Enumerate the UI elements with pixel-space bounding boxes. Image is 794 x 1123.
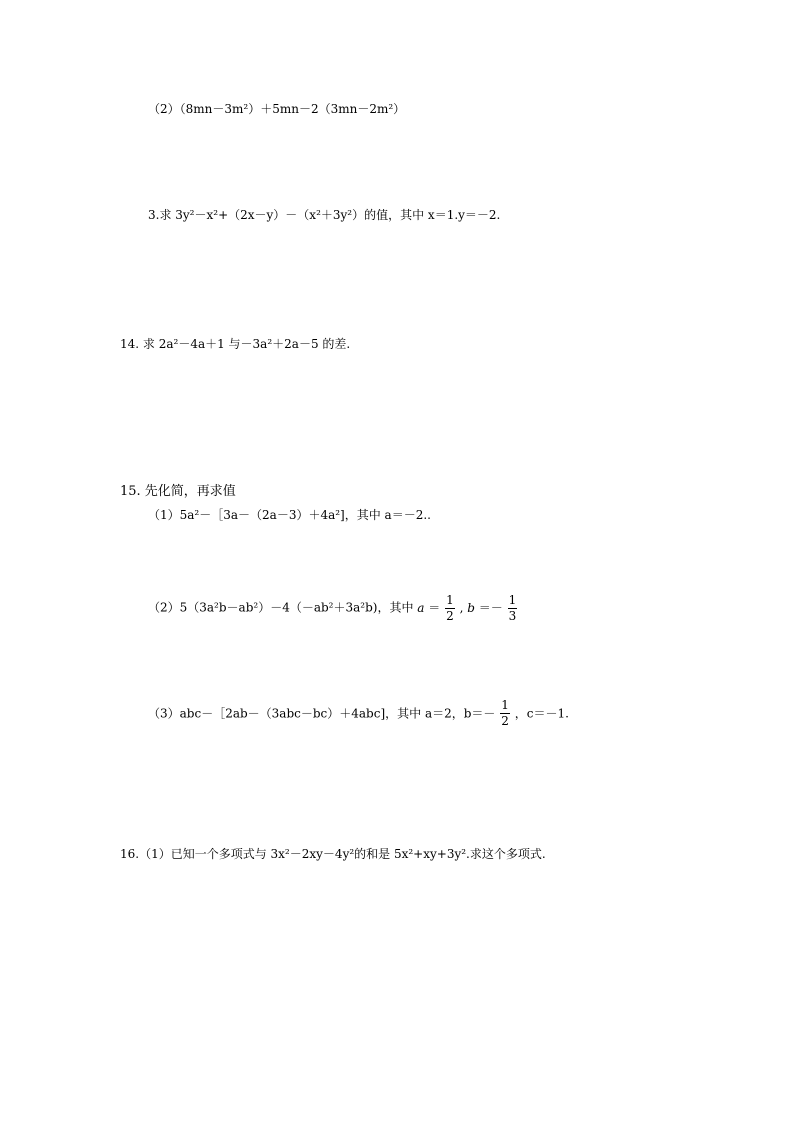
problem-15-1 xyxy=(148,507,431,523)
var-a: a xyxy=(417,600,425,615)
problem-2-2 xyxy=(148,101,405,117)
var-b: b xyxy=(467,600,475,615)
fraction-a-numerator: 1 xyxy=(446,592,454,607)
problem-14-text: 14. 求 2a²－4a＋1 与－3a²＋2a－5 的差. xyxy=(120,337,351,351)
comma: , xyxy=(459,600,464,615)
problem-3-text: 3.求 3y²－x²+（2x－y）－（x²＋3y²）的值，其中 x＝1.y＝－2. xyxy=(148,208,501,222)
fraction-b-value xyxy=(500,698,510,729)
fraction-a-denominator: 2 xyxy=(446,608,454,623)
problem-15-title-text: 15. 先化简，再求值 xyxy=(120,484,236,499)
problem-15-1-text: （1）5a²－［3a－（2a－3）＋4a²]，其中 a＝－2.. xyxy=(148,508,431,522)
problem-15-3 xyxy=(148,696,569,731)
fraction-b-numerator: 1 xyxy=(508,592,517,607)
fraction-numerator: 1 xyxy=(501,698,509,712)
problem-15-2-math xyxy=(417,591,518,625)
problem-14 xyxy=(120,336,350,352)
problem-2-2-text: （2）（8mn－3m²）＋5mn－2（3mn－2m²） xyxy=(148,102,406,116)
problem-15-3-tail: ，c＝－1. xyxy=(514,706,569,721)
problem-15-3-text: （3）abc－［2ab－（3abc－bc）＋4abc]，其中 a＝2，b＝－ xyxy=(148,706,496,721)
problem-15-2-text: （2）5（3a²b－ab²）－4（－ab²＋3a²b)，其中 xyxy=(148,600,414,615)
fraction-a xyxy=(445,593,455,624)
problem-16-1-text: 16.（1）已知一个多项式与 3x²－2xy－4y²的和是 5x²+xy+3y².求这个多项式. xyxy=(120,847,546,861)
problem-15-2 xyxy=(148,590,518,625)
equals-sign: ＝ xyxy=(428,600,441,615)
fraction-denominator: 2 xyxy=(501,714,509,728)
fraction-b-denominator: 3 xyxy=(508,608,517,623)
problem-16-1 xyxy=(120,846,546,862)
fraction-b xyxy=(508,593,518,624)
equals-minus: ＝－ xyxy=(478,600,503,615)
problem-3 xyxy=(148,207,500,223)
problem-15-title xyxy=(120,484,236,500)
